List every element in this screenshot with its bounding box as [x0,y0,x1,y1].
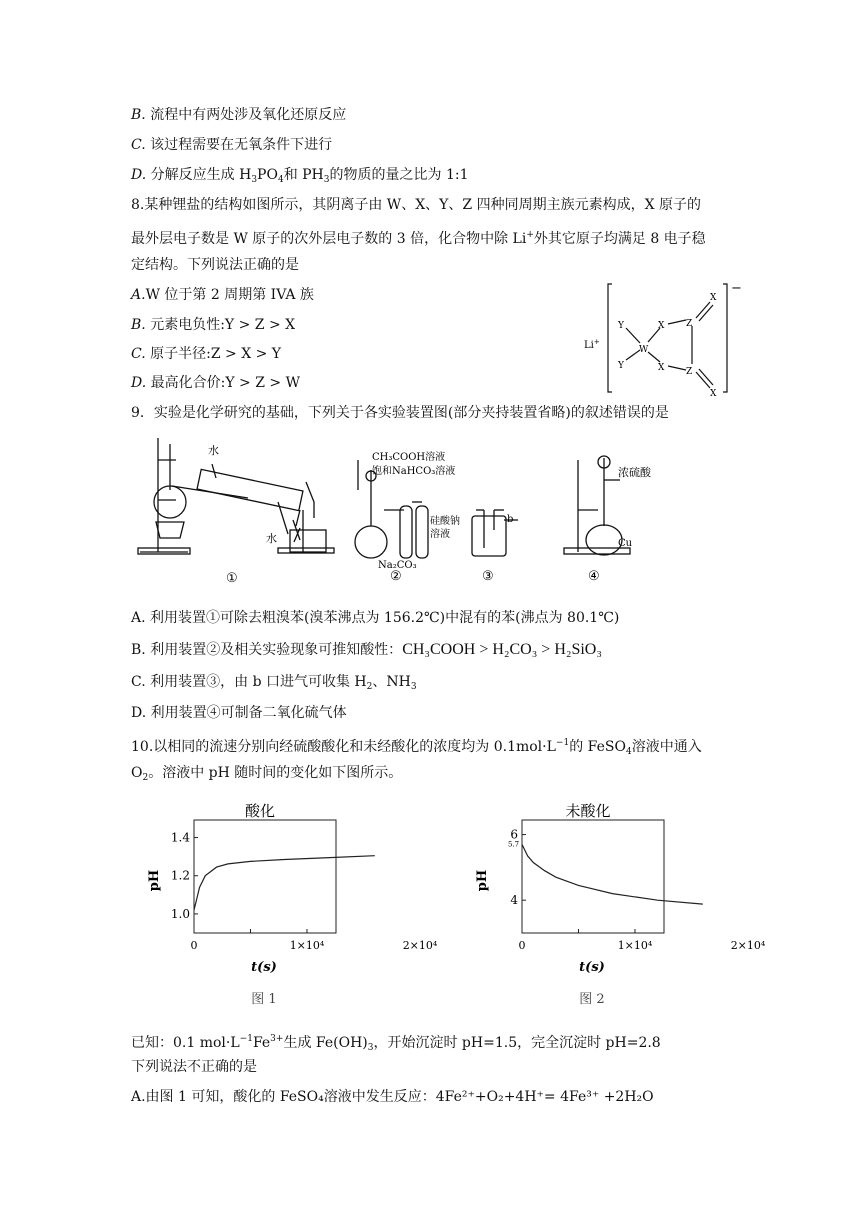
apparatus-figure [128,430,688,588]
figure-caption: 图 2 [579,992,605,1007]
x-atom-bottom-right: X [710,389,717,399]
y-tick-label: 4 [510,893,518,908]
apparatus-number-2: ② [390,569,402,584]
x-tick-label: 0 [190,939,198,952]
silicate-label-2: 溶液 [430,529,450,540]
x-axis-label: t(s) [251,960,277,975]
q8-option-b: B. 元素电负性:Y > Z > X [131,317,296,333]
apparatus-number-3: ③ [482,569,494,584]
w-atom: W [639,345,649,355]
q9-stem: 9．实验是化学研究的基础，下列关于各实验装置图(部分夹持装置省略)的叙述错误的是 [131,405,669,421]
initial-ph-annotation: 5.7 [508,840,520,849]
y-tick-label: 6 [510,827,518,842]
x-tick-label: 2×10⁴ [402,939,438,952]
na2co3-label: Na₂CO₃ [378,560,417,571]
y-tick-label: 1.0 [170,906,190,921]
z-atom-top: Z [686,319,693,329]
chart-acidified [140,798,438,1018]
y-axis-label: pH [147,869,162,892]
lithium-salt-structure [580,278,750,398]
inlet-b-label: b [507,514,514,525]
q8-option-c: C. 原子半径:Z > X > Y [131,346,282,362]
q10-question: 下列说法不正确的是 [131,1059,257,1075]
ph-curve [194,856,375,910]
chart-title: 未酸化 [565,802,611,820]
nahco3-label: 饱和NaHCO₃溶液 [372,466,456,477]
q8-stem-line2: 最外层电子数是 W 原子的次外层电子数的 3 倍，化合物中除 Li+外其它原子均满足 8 电子稳 [131,230,706,247]
x-axis-label: t(s) [579,960,605,975]
water-label-top: 水 [208,444,219,457]
y-axis-label: pH [475,869,490,892]
z-atom-bottom: Z [686,367,693,377]
ph-curve [522,844,703,904]
y-tick-label: 1.2 [170,868,190,883]
acidity-formula: CH₃COOH > H₂CO₃ > H₂SiO₃ [402,641,602,658]
q9-option-c: C. 利用装置③，由 b 口进气可收集 $H_2$、$NH_3$ [131,674,417,692]
x-tick-label: 1×10⁴ [617,939,653,952]
q10-stem-line2: $O_2$。溶液中 pH 随时间的变化如下图所示。 [131,765,403,783]
q7-option-d: D. 分解反应生成 $H_3PO_4$和 $PH_3$的物质的量之比为 1:1 [131,167,469,185]
apparatus-number-1: ① [226,571,238,586]
q8-option-a: A.W 位于第 2 周期第 IVA 族 [131,287,314,303]
cu-label: Cu [618,538,633,549]
li-ion-label: Li+ [584,338,600,351]
q7-option-b: B. 流程中有两处涉及氧化还原反应 [131,107,347,123]
q9-option-d: D. 利用装置④可制备二氧化硫气体 [131,705,347,721]
q10-option-a: A.由图 1 可知，酸化的 FeSO₄溶液中发生反应：4Fe²⁺+O₂+4H⁺= 4Fe³⁺ +2H₂O [131,1089,654,1105]
x-atom-lower-left: X [658,363,665,373]
y-tick-label: 1.4 [170,830,190,845]
y-atom-bottom: Y [618,361,624,371]
q8-stem-line1: 8.某种锂盐的结构如图所示，其阴离子由 W、X、Y、Z 四种同周期主族元素构成，X 原子的 [131,197,701,213]
apparatus-number-4: ④ [588,569,600,584]
q9-option-a: A. 利用装置①可除去粗溴苯(溴苯沸点为 156.2℃)中混有的苯(沸点为 80.1℃) [131,610,620,626]
silicate-label-1: 硅酸钠 [430,516,460,527]
plot-frame [522,820,664,933]
q8-stem-line3: 定结构。下列说法正确的是 [131,257,299,273]
x-tick-label: 1×10⁴ [289,939,325,952]
q10-known: 已知：0.1 $mol\cdot L^{-1}Fe^{3+}$生成 $Fe(OH)_3$，开始沉淀时 pH=1.5，完全沉淀时 pH=2.8 [131,1034,661,1053]
x-tick-label: 0 [518,939,526,952]
ch3cooh-label: CH₃COOH溶液 [372,452,446,463]
y-atom-top: Y [618,321,624,331]
anion-charge: − [731,281,742,296]
x-atom-upper-left: X [658,321,665,331]
plot-frame [194,820,336,933]
q10-stem-line1: 10.以相同的流速分别向经硫酸酸化和未经酸化的浓度均为 $0.1mol\cdot L^{-1}$的 FeSO$_4$溶液中通入 [131,738,702,757]
water-label-bottom: 水 [266,532,277,545]
chart-unacidified [468,798,766,1018]
chart-title: 酸化 [244,802,276,820]
conc-h2so4-label: 浓硫酸 [618,466,651,479]
x-tick-label: 2×10⁴ [730,939,766,952]
q7-option-c: C. 该过程需要在无氧条件下进行 [131,137,333,153]
q9-option-b: B. 利用装置②及相关实验现象可推知酸性：CH₃COOH > H₂CO₃ > H₂SiO₃ [131,641,602,658]
figure-caption: 图 1 [251,992,277,1007]
x-atom-top-right: X [710,293,717,303]
q8-option-d: D. 最高化合价:Y > Z > W [131,375,300,391]
